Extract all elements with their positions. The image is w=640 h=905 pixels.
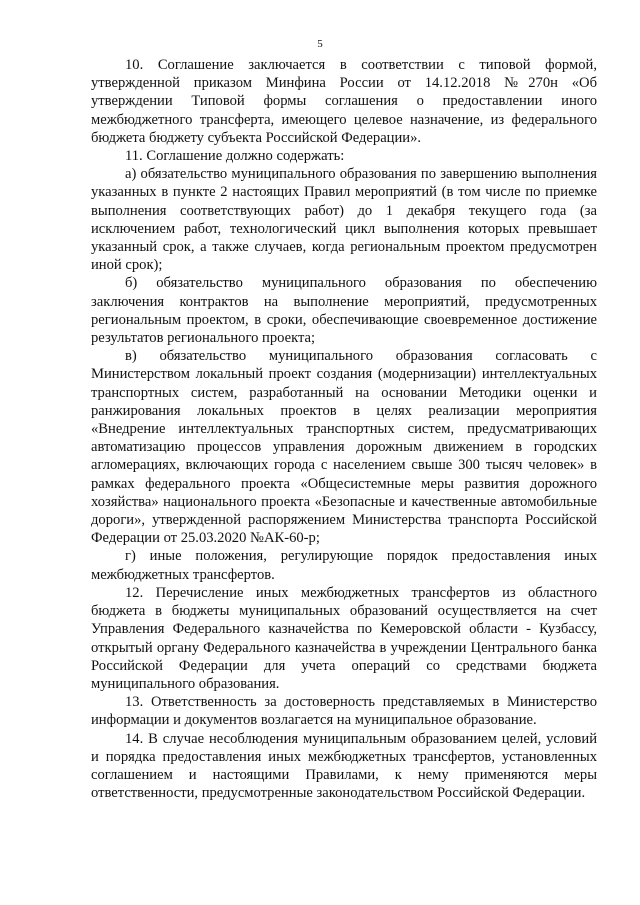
document-body [91,56,597,802]
paragraph-12: 12. Перечисление иных межбюджетных трансфертов из областного бюджета в бюджеты муниципальных образований осуществляется на счет Управления Федерального казначейства по Кемеровской области - Кузбассу, открытый органу Федерального казначейства в учреждении Центрального банка Российской Федерации для учета операций со средствами бюджета муниципального образования. [91,584,597,692]
page-number: 5 [317,38,323,50]
paragraph-11-b: б) обязательство муниципального образования по обеспечению заключения контрактов на выполнение мероприятий, предусмотренных региональным проектом, в сроки, обеспечивающие своевременное достижение результатов регионального проекта; [91,275,597,347]
paragraph-11-a: а) обязательство муниципального образования по завершению выполнения указанных в пункте 2 настоящих Правил мероприятий (в том числе по приемке выполнения соответствующих работ) до 1 декабря текущего года (за исключением работ, технологический цикл выполнения которых превышает указанный срок, а также случаев, когда региональным проектом предусмотрен иной срок); [91,166,597,274]
paragraph-11-v: в) обязательство муниципального образования согласовать с Министерством локальный проект создания (модернизации) интеллектуальных транспортных систем, разработанный на основании Методики оценки и ранжирования локальных проектов в целях реализации мероприятия «Внедрение интеллектуальных транспортных систем, предусматривающих автоматизацию процессов управления дорожным движением в городских агломерациях, включающих города с населением свыше 300 тысяч человек» в рамках федерального проекта «Общесистемные меры развития дорожного хозяйства» национального проекта «Безопасные и качественные автомобильные дороги», утвержденной распоряжением Министерства транспорта Российской Федерации от 25.03.2020 №АК-60-р; [91,348,597,547]
paragraph-13: 13. Ответственность за достоверность представляемых в Министерство информации и документов возлагается на муниципальное образование. [91,694,597,729]
paragraph-14: 14. В случае несоблюдения муниципальным образованием целей, условий и порядка предоставления иных межбюджетных трансфертов, установленных соглашением и настоящими Правилами, к нему применяются меры ответственности, предусмотренные законодательством Российской Федерации. [91,730,597,802]
paragraph-11-g: г) иные положения, регулирующие порядок предоставления иных межбюджетных трансфертов. [91,548,597,583]
paragraph-10: 10. Соглашение заключается в соответствии с типовой формой, утвержденной приказом Минфина России от 14.12.2018 №270н «Об утверждении Типовой формы соглашения о предоставлении иного межбюджетного трансферта, имеющего целевое назначение, из федерального бюджета бюджету субъекта Российской Федерации». [91,57,597,146]
paragraph-11: 11. Соглашение должно содержать: [125,148,345,165]
